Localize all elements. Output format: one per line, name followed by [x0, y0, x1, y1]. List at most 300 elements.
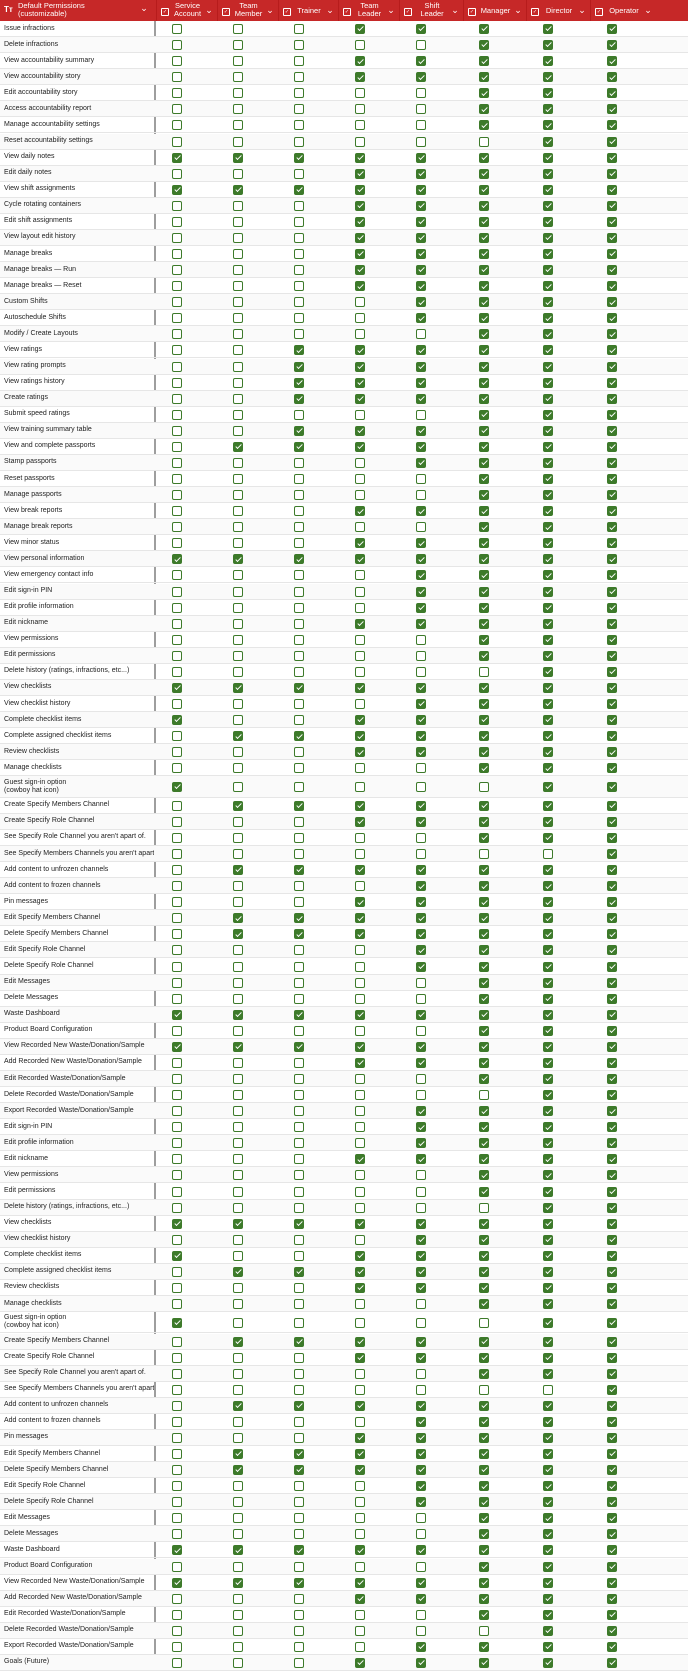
unchecked-checkbox[interactable]	[233, 570, 243, 580]
checked-checkbox[interactable]	[294, 1337, 304, 1347]
unchecked-checkbox[interactable]	[294, 137, 304, 147]
unchecked-checkbox[interactable]	[355, 1513, 365, 1523]
checked-checkbox[interactable]	[543, 1283, 553, 1293]
unchecked-checkbox[interactable]	[233, 1074, 243, 1084]
checked-checkbox[interactable]	[416, 153, 426, 163]
checked-checkbox[interactable]	[543, 201, 553, 211]
checked-checkbox[interactable]	[355, 538, 365, 548]
unchecked-checkbox[interactable]	[172, 1170, 182, 1180]
unchecked-checkbox[interactable]	[172, 442, 182, 452]
unchecked-checkbox[interactable]	[172, 1353, 182, 1363]
unchecked-checkbox[interactable]	[416, 40, 426, 50]
checked-checkbox[interactable]	[607, 801, 617, 811]
unchecked-checkbox[interactable]	[233, 249, 243, 259]
unchecked-checkbox[interactable]	[233, 56, 243, 66]
checked-checkbox[interactable]	[294, 1010, 304, 1020]
checked-checkbox[interactable]	[479, 1594, 489, 1604]
unchecked-checkbox[interactable]	[294, 1353, 304, 1363]
checked-checkbox[interactable]	[543, 56, 553, 66]
unchecked-checkbox[interactable]	[233, 40, 243, 50]
checked-checkbox[interactable]	[172, 1010, 182, 1020]
checked-checkbox[interactable]	[479, 169, 489, 179]
unchecked-checkbox[interactable]	[172, 1642, 182, 1652]
checked-checkbox[interactable]	[607, 1251, 617, 1261]
checked-checkbox[interactable]	[416, 603, 426, 613]
checked-checkbox[interactable]	[416, 265, 426, 275]
checked-checkbox[interactable]	[355, 897, 365, 907]
checked-checkbox[interactable]	[294, 185, 304, 195]
unchecked-checkbox[interactable]	[172, 1058, 182, 1068]
chevron-down-icon[interactable]: ⌄	[205, 5, 213, 15]
checked-checkbox[interactable]	[416, 1401, 426, 1411]
checked-checkbox[interactable]	[294, 426, 304, 436]
checked-checkbox[interactable]	[294, 1449, 304, 1459]
checked-checkbox[interactable]	[416, 442, 426, 452]
checked-checkbox[interactable]	[543, 345, 553, 355]
unchecked-checkbox[interactable]	[172, 731, 182, 741]
unchecked-checkbox[interactable]	[233, 265, 243, 275]
checked-checkbox[interactable]	[607, 1529, 617, 1539]
unchecked-checkbox[interactable]	[233, 833, 243, 843]
checked-checkbox[interactable]	[233, 1401, 243, 1411]
checked-checkbox[interactable]	[543, 1401, 553, 1411]
checked-checkbox[interactable]	[355, 1353, 365, 1363]
checked-checkbox[interactable]	[479, 1154, 489, 1164]
checked-checkbox[interactable]	[355, 506, 365, 516]
checked-checkbox[interactable]	[416, 619, 426, 629]
checked-checkbox[interactable]	[416, 313, 426, 323]
unchecked-checkbox[interactable]	[172, 865, 182, 875]
unchecked-checkbox[interactable]	[416, 1318, 426, 1328]
checked-checkbox[interactable]	[355, 378, 365, 388]
checked-checkbox[interactable]	[355, 442, 365, 452]
unchecked-checkbox[interactable]	[172, 329, 182, 339]
checked-checkbox[interactable]	[172, 185, 182, 195]
checked-checkbox[interactable]	[479, 978, 489, 988]
checked-checkbox[interactable]	[479, 699, 489, 709]
unchecked-checkbox[interactable]	[355, 1203, 365, 1213]
checked-checkbox[interactable]	[543, 1337, 553, 1347]
unchecked-checkbox[interactable]	[172, 1122, 182, 1132]
unchecked-checkbox[interactable]	[355, 1318, 365, 1328]
unchecked-checkbox[interactable]	[233, 587, 243, 597]
checked-checkbox[interactable]	[607, 137, 617, 147]
checked-checkbox[interactable]	[479, 1337, 489, 1347]
unchecked-checkbox[interactable]	[355, 1170, 365, 1180]
checked-checkbox[interactable]	[416, 1578, 426, 1588]
checked-checkbox[interactable]	[416, 201, 426, 211]
checked-checkbox[interactable]	[416, 345, 426, 355]
unchecked-checkbox[interactable]	[233, 345, 243, 355]
checked-checkbox[interactable]	[233, 929, 243, 939]
checked-checkbox[interactable]	[607, 56, 617, 66]
checked-checkbox[interactable]	[543, 962, 553, 972]
checked-checkbox[interactable]	[416, 281, 426, 291]
unchecked-checkbox[interactable]	[233, 297, 243, 307]
unchecked-checkbox[interactable]	[355, 945, 365, 955]
checked-checkbox[interactable]	[543, 731, 553, 741]
unchecked-checkbox[interactable]	[294, 522, 304, 532]
unchecked-checkbox[interactable]	[233, 426, 243, 436]
checked-checkbox[interactable]	[479, 1545, 489, 1555]
unchecked-checkbox[interactable]	[233, 994, 243, 1004]
checked-checkbox[interactable]	[294, 1465, 304, 1475]
checked-checkbox[interactable]	[355, 554, 365, 564]
unchecked-checkbox[interactable]	[172, 410, 182, 420]
checked-checkbox[interactable]	[233, 1267, 243, 1277]
checked-checkbox[interactable]	[543, 1219, 553, 1229]
checked-checkbox[interactable]	[543, 715, 553, 725]
unchecked-checkbox[interactable]	[233, 715, 243, 725]
checked-checkbox[interactable]	[479, 1658, 489, 1668]
checked-checkbox[interactable]	[607, 1417, 617, 1427]
unchecked-checkbox[interactable]	[172, 1385, 182, 1395]
checked-checkbox[interactable]	[416, 1417, 426, 1427]
checked-checkbox[interactable]	[416, 362, 426, 372]
unchecked-checkbox[interactable]	[233, 1090, 243, 1100]
checked-checkbox[interactable]	[416, 699, 426, 709]
checked-checkbox[interactable]	[479, 817, 489, 827]
unchecked-checkbox[interactable]	[355, 603, 365, 613]
checked-checkbox[interactable]	[172, 1578, 182, 1588]
checked-checkbox[interactable]	[607, 458, 617, 468]
unchecked-checkbox[interactable]	[479, 782, 489, 792]
checked-checkbox[interactable]	[355, 747, 365, 757]
checked-checkbox[interactable]	[233, 442, 243, 452]
checked-checkbox[interactable]	[543, 329, 553, 339]
checked-checkbox[interactable]	[607, 394, 617, 404]
unchecked-checkbox[interactable]	[355, 763, 365, 773]
checked-checkbox[interactable]	[607, 378, 617, 388]
checked-checkbox[interactable]	[543, 881, 553, 891]
checked-checkbox[interactable]	[355, 185, 365, 195]
unchecked-checkbox[interactable]	[294, 667, 304, 677]
unchecked-checkbox[interactable]	[294, 1369, 304, 1379]
checked-checkbox[interactable]	[355, 1042, 365, 1052]
checked-checkbox[interactable]	[479, 1497, 489, 1507]
unchecked-checkbox[interactable]	[233, 897, 243, 907]
checked-checkbox[interactable]	[479, 1074, 489, 1084]
checked-checkbox[interactable]	[543, 474, 553, 484]
checked-checkbox[interactable]	[607, 1090, 617, 1100]
checked-checkbox[interactable]	[607, 1267, 617, 1277]
chevron-down-icon[interactable]: ⌄	[514, 5, 522, 15]
column-header-6[interactable]	[526, 0, 590, 21]
unchecked-checkbox[interactable]	[172, 120, 182, 130]
unchecked-checkbox[interactable]	[172, 281, 182, 291]
unchecked-checkbox[interactable]	[294, 281, 304, 291]
checked-checkbox[interactable]	[543, 394, 553, 404]
checked-checkbox[interactable]	[479, 635, 489, 645]
unchecked-checkbox[interactable]	[233, 410, 243, 420]
checked-checkbox[interactable]	[172, 1251, 182, 1261]
checked-checkbox[interactable]	[479, 1283, 489, 1293]
checked-checkbox[interactable]	[479, 994, 489, 1004]
checked-checkbox[interactable]	[479, 217, 489, 227]
checked-checkbox[interactable]	[416, 865, 426, 875]
checked-checkbox[interactable]	[607, 817, 617, 827]
checked-checkbox[interactable]	[543, 1497, 553, 1507]
unchecked-checkbox[interactable]	[172, 1283, 182, 1293]
checked-checkbox[interactable]	[355, 1401, 365, 1411]
unchecked-checkbox[interactable]	[294, 587, 304, 597]
checked-checkbox[interactable]	[355, 913, 365, 923]
checked-checkbox[interactable]	[479, 24, 489, 34]
checked-checkbox[interactable]	[607, 1642, 617, 1652]
checked-checkbox[interactable]	[416, 249, 426, 259]
checked-checkbox[interactable]	[355, 1465, 365, 1475]
checked-checkbox[interactable]	[416, 1497, 426, 1507]
checked-checkbox[interactable]	[479, 490, 489, 500]
unchecked-checkbox[interactable]	[294, 849, 304, 859]
checked-checkbox[interactable]	[543, 185, 553, 195]
unchecked-checkbox[interactable]	[172, 587, 182, 597]
unchecked-checkbox[interactable]	[294, 313, 304, 323]
checked-checkbox[interactable]	[607, 782, 617, 792]
unchecked-checkbox[interactable]	[233, 619, 243, 629]
checked-checkbox[interactable]	[543, 1610, 553, 1620]
checked-checkbox[interactable]	[479, 1562, 489, 1572]
checked-checkbox[interactable]	[543, 635, 553, 645]
checked-checkbox[interactable]	[543, 538, 553, 548]
unchecked-checkbox[interactable]	[355, 881, 365, 891]
unchecked-checkbox[interactable]	[233, 474, 243, 484]
checked-checkbox[interactable]	[607, 715, 617, 725]
unchecked-checkbox[interactable]	[172, 1026, 182, 1036]
checked-checkbox[interactable]	[479, 570, 489, 580]
checked-checkbox[interactable]	[416, 1545, 426, 1555]
unchecked-checkbox[interactable]	[172, 1401, 182, 1411]
unchecked-checkbox[interactable]	[294, 410, 304, 420]
unchecked-checkbox[interactable]	[233, 1251, 243, 1261]
checked-checkbox[interactable]	[607, 1369, 617, 1379]
checked-checkbox[interactable]	[416, 1251, 426, 1261]
checked-checkbox[interactable]	[543, 506, 553, 516]
unchecked-checkbox[interactable]	[355, 1074, 365, 1084]
checked-checkbox[interactable]	[479, 1610, 489, 1620]
checked-checkbox[interactable]	[607, 1401, 617, 1411]
checked-checkbox[interactable]	[479, 1026, 489, 1036]
unchecked-checkbox[interactable]	[479, 1203, 489, 1213]
unchecked-checkbox[interactable]	[233, 490, 243, 500]
unchecked-checkbox[interactable]	[172, 40, 182, 50]
unchecked-checkbox[interactable]	[479, 137, 489, 147]
unchecked-checkbox[interactable]	[233, 1594, 243, 1604]
unchecked-checkbox[interactable]	[172, 945, 182, 955]
checked-checkbox[interactable]	[607, 426, 617, 436]
checked-checkbox[interactable]	[416, 506, 426, 516]
checked-checkbox[interactable]	[543, 1433, 553, 1443]
checked-checkbox[interactable]	[172, 554, 182, 564]
unchecked-checkbox[interactable]	[172, 699, 182, 709]
checked-checkbox[interactable]	[543, 913, 553, 923]
unchecked-checkbox[interactable]	[416, 1562, 426, 1572]
unchecked-checkbox[interactable]	[355, 1026, 365, 1036]
unchecked-checkbox[interactable]	[172, 1074, 182, 1084]
unchecked-checkbox[interactable]	[294, 570, 304, 580]
unchecked-checkbox[interactable]	[294, 1529, 304, 1539]
checked-checkbox[interactable]	[607, 699, 617, 709]
checked-checkbox[interactable]	[355, 929, 365, 939]
checked-checkbox[interactable]	[479, 731, 489, 741]
checked-checkbox[interactable]	[543, 978, 553, 988]
checked-checkbox[interactable]	[416, 1042, 426, 1052]
checked-checkbox[interactable]	[607, 667, 617, 677]
checked-checkbox[interactable]	[233, 185, 243, 195]
column-header-permissions[interactable]	[0, 0, 154, 21]
checked-checkbox[interactable]	[355, 817, 365, 827]
unchecked-checkbox[interactable]	[479, 1626, 489, 1636]
checked-checkbox[interactable]	[543, 1529, 553, 1539]
unchecked-checkbox[interactable]	[172, 978, 182, 988]
checked-checkbox[interactable]	[543, 410, 553, 420]
unchecked-checkbox[interactable]	[233, 651, 243, 661]
checked-checkbox[interactable]	[479, 249, 489, 259]
checked-checkbox[interactable]	[233, 1337, 243, 1347]
unchecked-checkbox[interactable]	[355, 1106, 365, 1116]
checked-checkbox[interactable]	[543, 1138, 553, 1148]
unchecked-checkbox[interactable]	[233, 120, 243, 130]
checked-checkbox[interactable]	[543, 603, 553, 613]
unchecked-checkbox[interactable]	[294, 1026, 304, 1036]
unchecked-checkbox[interactable]	[233, 88, 243, 98]
unchecked-checkbox[interactable]	[294, 1283, 304, 1293]
checked-checkbox[interactable]	[416, 1058, 426, 1068]
checked-checkbox[interactable]	[294, 554, 304, 564]
unchecked-checkbox[interactable]	[233, 1299, 243, 1309]
checked-checkbox[interactable]	[479, 522, 489, 532]
checked-checkbox[interactable]	[543, 1154, 553, 1164]
checked-checkbox[interactable]	[543, 1170, 553, 1180]
checked-checkbox[interactable]	[479, 554, 489, 564]
checked-checkbox[interactable]	[416, 731, 426, 741]
checked-checkbox[interactable]	[543, 1090, 553, 1100]
unchecked-checkbox[interactable]	[233, 1642, 243, 1652]
unchecked-checkbox[interactable]	[294, 619, 304, 629]
unchecked-checkbox[interactable]	[416, 849, 426, 859]
checked-checkbox[interactable]	[543, 651, 553, 661]
checked-checkbox[interactable]	[355, 249, 365, 259]
checked-checkbox[interactable]	[479, 40, 489, 50]
unchecked-checkbox[interactable]	[416, 1369, 426, 1379]
checked-checkbox[interactable]	[479, 619, 489, 629]
checked-checkbox[interactable]	[294, 913, 304, 923]
unchecked-checkbox[interactable]	[355, 962, 365, 972]
checked-checkbox[interactable]	[294, 345, 304, 355]
unchecked-checkbox[interactable]	[416, 1170, 426, 1180]
unchecked-checkbox[interactable]	[172, 1267, 182, 1277]
checked-checkbox[interactable]	[172, 715, 182, 725]
checked-checkbox[interactable]	[479, 1417, 489, 1427]
unchecked-checkbox[interactable]	[233, 506, 243, 516]
checked-checkbox[interactable]	[479, 265, 489, 275]
checked-checkbox[interactable]	[543, 88, 553, 98]
checked-checkbox[interactable]	[543, 865, 553, 875]
checked-checkbox[interactable]	[607, 265, 617, 275]
checked-checkbox[interactable]	[355, 1337, 365, 1347]
unchecked-checkbox[interactable]	[172, 1529, 182, 1539]
checked-checkbox[interactable]	[479, 458, 489, 468]
unchecked-checkbox[interactable]	[233, 817, 243, 827]
unchecked-checkbox[interactable]	[355, 1481, 365, 1491]
checked-checkbox[interactable]	[607, 849, 617, 859]
checked-checkbox[interactable]	[479, 104, 489, 114]
unchecked-checkbox[interactable]	[233, 201, 243, 211]
checked-checkbox[interactable]	[607, 1283, 617, 1293]
checked-checkbox[interactable]	[543, 747, 553, 757]
checked-checkbox[interactable]	[479, 913, 489, 923]
checked-checkbox[interactable]	[479, 962, 489, 972]
checked-checkbox[interactable]	[479, 153, 489, 163]
checked-checkbox[interactable]	[355, 1578, 365, 1588]
checked-checkbox[interactable]	[479, 329, 489, 339]
checked-checkbox[interactable]	[416, 817, 426, 827]
unchecked-checkbox[interactable]	[355, 1299, 365, 1309]
unchecked-checkbox[interactable]	[416, 635, 426, 645]
unchecked-checkbox[interactable]	[172, 538, 182, 548]
checked-checkbox[interactable]	[294, 1042, 304, 1052]
unchecked-checkbox[interactable]	[355, 1369, 365, 1379]
unchecked-checkbox[interactable]	[294, 881, 304, 891]
checked-checkbox[interactable]	[543, 120, 553, 130]
unchecked-checkbox[interactable]	[233, 458, 243, 468]
unchecked-checkbox[interactable]	[233, 72, 243, 82]
checked-checkbox[interactable]	[233, 731, 243, 741]
unchecked-checkbox[interactable]	[233, 782, 243, 792]
unchecked-checkbox[interactable]	[355, 1385, 365, 1395]
unchecked-checkbox[interactable]	[172, 929, 182, 939]
checked-checkbox[interactable]	[479, 715, 489, 725]
checked-checkbox[interactable]	[479, 833, 489, 843]
unchecked-checkbox[interactable]	[172, 667, 182, 677]
unchecked-checkbox[interactable]	[172, 474, 182, 484]
unchecked-checkbox[interactable]	[233, 137, 243, 147]
checked-checkbox[interactable]	[607, 1353, 617, 1363]
checked-checkbox[interactable]	[479, 1481, 489, 1491]
checked-checkbox[interactable]	[355, 265, 365, 275]
unchecked-checkbox[interactable]	[294, 169, 304, 179]
unchecked-checkbox[interactable]	[294, 1235, 304, 1245]
checked-checkbox[interactable]	[416, 1010, 426, 1020]
unchecked-checkbox[interactable]	[294, 715, 304, 725]
unchecked-checkbox[interactable]	[294, 994, 304, 1004]
unchecked-checkbox[interactable]	[416, 490, 426, 500]
unchecked-checkbox[interactable]	[172, 345, 182, 355]
unchecked-checkbox[interactable]	[233, 394, 243, 404]
checked-checkbox[interactable]	[416, 1337, 426, 1347]
checked-checkbox[interactable]	[543, 667, 553, 677]
unchecked-checkbox[interactable]	[233, 1138, 243, 1148]
checked-checkbox[interactable]	[607, 1010, 617, 1020]
checked-checkbox[interactable]	[355, 683, 365, 693]
unchecked-checkbox[interactable]	[233, 1058, 243, 1068]
checked-checkbox[interactable]	[607, 1187, 617, 1197]
unchecked-checkbox[interactable]	[355, 104, 365, 114]
checked-checkbox[interactable]	[607, 1513, 617, 1523]
checked-checkbox[interactable]	[479, 865, 489, 875]
checked-checkbox[interactable]	[416, 1353, 426, 1363]
checked-checkbox[interactable]	[607, 1058, 617, 1068]
checked-checkbox[interactable]	[607, 1154, 617, 1164]
checked-checkbox[interactable]	[294, 362, 304, 372]
checked-checkbox[interactable]	[479, 506, 489, 516]
checked-checkbox[interactable]	[543, 104, 553, 114]
checked-checkbox[interactable]	[416, 1481, 426, 1491]
checked-checkbox[interactable]	[543, 587, 553, 597]
unchecked-checkbox[interactable]	[416, 782, 426, 792]
checked-checkbox[interactable]	[294, 1219, 304, 1229]
checked-checkbox[interactable]	[355, 865, 365, 875]
